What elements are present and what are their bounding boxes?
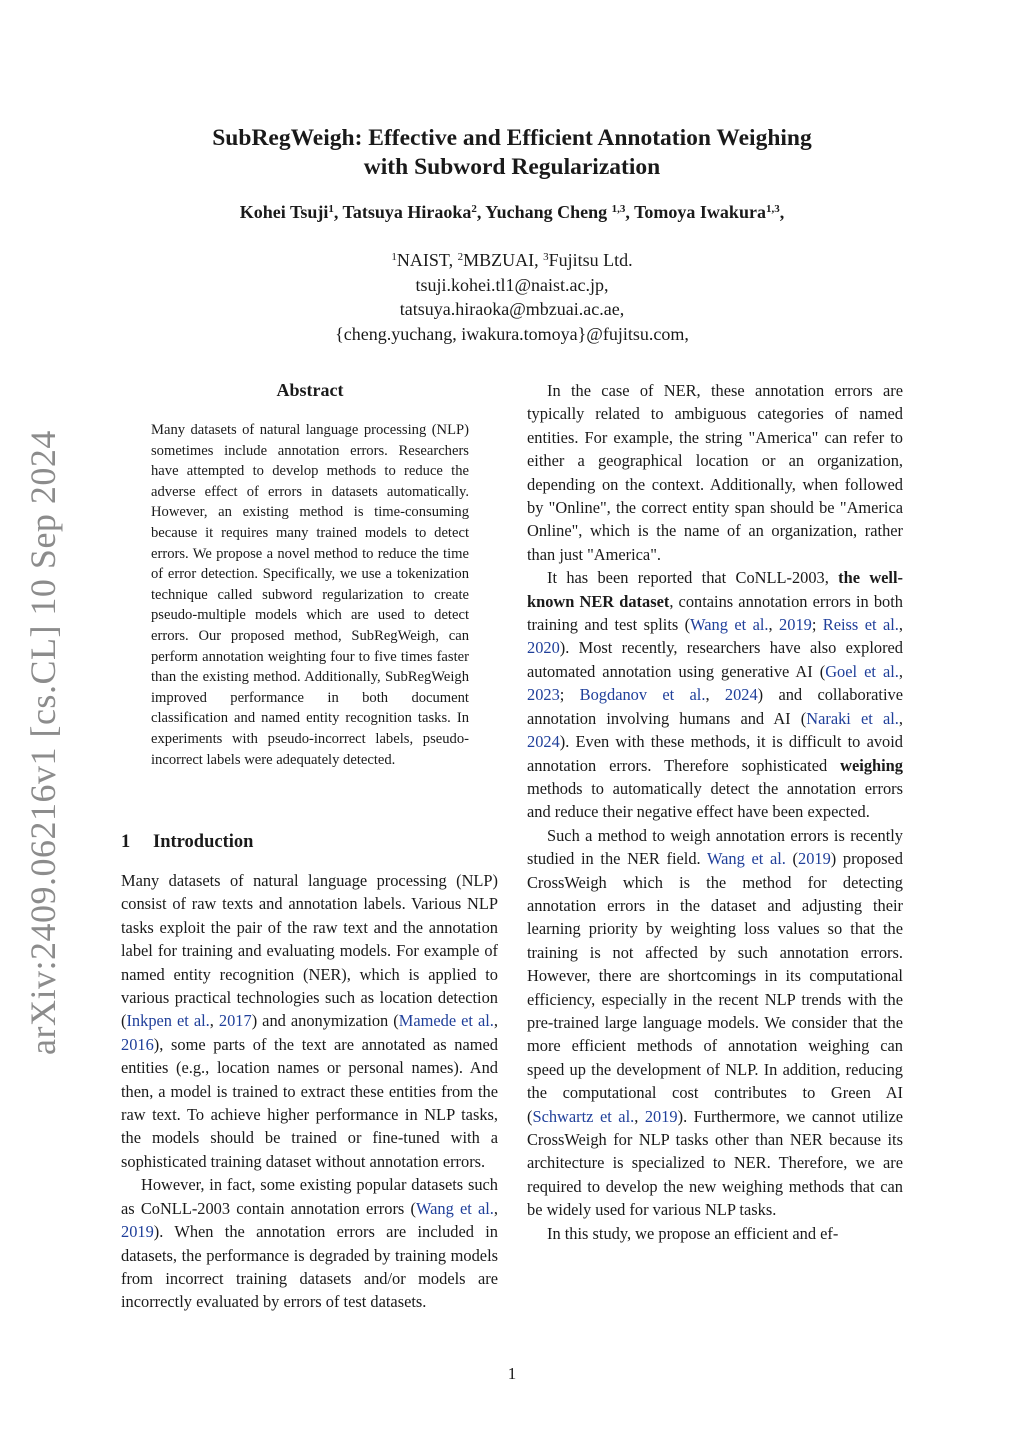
paragraph (121, 1173, 498, 1313)
email-line[interactable]: tsuji.kohei.tl1@naist.ac.jp, (415, 274, 609, 295)
citation-year-link[interactable]: 2023 (527, 685, 560, 705)
citation-year-link[interactable]: 2019 (121, 1222, 154, 1242)
citation-year-link[interactable]: 2024 (527, 732, 560, 752)
citation-link[interactable]: Mamede et al. (398, 1011, 494, 1031)
text-run: ) and collaborative annotation involving humans and AI ( (527, 685, 903, 728)
author-name: Tatsuya Hiraoka (342, 202, 472, 222)
text-run: , (634, 1106, 645, 1126)
citation-link[interactable]: Inkpen et al. (126, 1011, 210, 1031)
text-run: ; (811, 615, 823, 635)
text-run: ). Even with these methods, it is difficult to avoid annotation errors. Therefore sophisticated (527, 732, 903, 775)
citation-link[interactable]: Reiss et al. (822, 615, 899, 635)
text-run: , (493, 1011, 498, 1031)
author-affil-mark: 2 (471, 203, 477, 215)
citation-link[interactable]: Wang et al. (690, 615, 769, 635)
citation-link[interactable]: Goel et al. (825, 661, 899, 681)
author-separator: , (779, 202, 785, 222)
text-run: ). Furthermore, we cannot utilize CrossWeigh for NLP tasks other than NER because its architecture is specialized to NER. Therefore, we are required to develop the new weighing methods that can be widely used for various NLP tasks. (527, 1106, 903, 1220)
citation-year-link[interactable]: 2017 (218, 1011, 252, 1031)
title-line-2: with Subword Regularization (363, 154, 661, 180)
paragraph (527, 824, 903, 1222)
text-run: methods to automatically detect the annotation errors and reduce their negative effect have been expected. (527, 778, 903, 822)
affil-mark: 2 (457, 251, 464, 263)
author-name: Kohei Tsuji (239, 202, 329, 222)
author-name: Tomoya Iwakura (634, 202, 766, 222)
affil-mark: 3 (543, 251, 549, 263)
text-run: ) proposed CrossWeigh which is the method for detecting annotation errors in the dataset and adjusting their learning priority by weighting loss values so that the training is not affected by such annotation errors. However, there are shortcomings in its computational efficiency, especially in the recent NLP trends with the pre-trained large language models. We consider that the more efficient methods of annotation weighing can speed up the development of NLP. In addition, reducing the computational cost contributes to Green AI ( (527, 849, 903, 1126)
text-run: , (898, 708, 903, 728)
right-column (527, 379, 903, 1245)
text-run: , (898, 615, 903, 635)
text-run: ). Most recently, researchers have also explored automated annotation using generative AI ( (527, 638, 903, 681)
citation-link[interactable]: Naraki et al. (806, 708, 899, 728)
paragraph (121, 869, 498, 1173)
paragraph: In this study, we propose an efficient and ef- (547, 1223, 839, 1243)
bold-text: the well-known NER dataset (527, 568, 903, 611)
citation-link[interactable]: Bogdanov et al. (579, 685, 706, 705)
page-number: 1 (507, 1364, 517, 1383)
text-run: However, in fact, some existing popular datasets such as CoNLL-2003 contain annotation errors ( (121, 1175, 498, 1218)
text-run: ), some parts of the text are annotated as named entities (e.g., location names or personal names). And then, a model is trained to extract these entities from the raw text. To achieve higher performance in NLP tasks, the models should be trained or fine-tuned with a sophisticated training dataset without annotation errors. (121, 1034, 498, 1171)
author-list (120, 200, 904, 224)
paragraph (527, 566, 903, 823)
left-column (121, 869, 498, 1314)
citation-year-link[interactable]: 2020 (527, 638, 560, 658)
text-run: , (705, 685, 725, 705)
citation-link[interactable]: Schwartz et al. (532, 1106, 635, 1126)
author-separator: , (333, 202, 343, 222)
text-run: Many datasets of natural language processing (NLP) consist of raw texts and annotation labels. Various NLP tasks exploit the pair of the raw text and the annotation label for training and evaluating models. For example of named entity recognition (NER), which is applied to various practical technologies such as location detection ( (121, 871, 498, 1031)
author-name: Yuchang Cheng (485, 202, 612, 222)
citation-link[interactable]: Wang et al. (707, 849, 786, 869)
author-separator: , (625, 202, 635, 222)
author-separator: , (476, 202, 486, 222)
section-number: 1 (121, 832, 131, 852)
text-run: , (898, 661, 904, 681)
bold-text: weighing (840, 755, 903, 775)
citation-year-link[interactable]: 2016 (121, 1034, 154, 1054)
citation-year-link[interactable]: 2024 (724, 685, 758, 705)
citation-link[interactable]: Wang et al. (415, 1198, 494, 1218)
affiliations (200, 248, 824, 346)
abstract-text: Many datasets of natural language processing (NLP) sometimes include annotation errors. Researchers have attempted to develop methods to reduce the adverse effect of errors in datasets automatically. However, an existing method is time-consuming because it requires many trained models to detect errors. We propose a novel method to reduce the time of error detection. Specifically, we use a tokenization technique called subword regularization to create pseudo-multiple models which are used to detect errors. Our proposed method, SubRegWeigh, can perform annotation weighting four to five times faster than the existing method. Additionally, SubRegWeigh improved performance in both document classification and named entity recognition tasks. In experiments with pseudo-incorrect labels, pseudo-incorrect labels were adequately detected. (151, 422, 469, 768)
email-line[interactable]: {cheng.yuchang, iwakura.tomoya}@fujitsu.com, (335, 323, 689, 344)
title-line-1: SubRegWeigh: Effective and Efficient Annotation Weighing (212, 125, 812, 151)
affiliation-line (200, 248, 824, 273)
affiliation-mbzuai: MBZUAI, (463, 250, 544, 270)
paragraph: In the case of NER, these annotation errors are typically related to ambiguous categories of named entities. For example, the string "America" can refer to either a geographical location or an organization, depending on the context. Additionally, when followed by "Online", the correct entity span should be "America Online", which is the name of an organization, rather than just "America". (527, 381, 903, 564)
affil-mark: 1 (391, 251, 397, 263)
abstract-heading: Abstract (276, 380, 344, 400)
citation-year-link[interactable]: 2019 (644, 1106, 678, 1126)
text-run: It has been reported that CoNLL-2003, (547, 568, 839, 588)
citation-year-link[interactable]: 2019 (798, 849, 831, 869)
author-affil-mark: 1 (328, 203, 334, 215)
section-title: Introduction (153, 832, 254, 852)
text-run: ). When the annotation errors are included in datasets, the performance is degraded by training models from incorrect training datasets and/or models are incorrectly evaluated by errors of test datasets. (121, 1222, 498, 1312)
email-line[interactable]: tatsuya.hiraoka@mbzuai.ac.ae, (399, 299, 625, 319)
text-run: Such a method to weigh annotation errors is recently studied in the NER field. (527, 825, 903, 869)
text-run: , (493, 1198, 498, 1218)
arxiv-stamp: arXiv:2409.06216v1 [cs.CL] 10 Sep 2024 (23, 430, 63, 1055)
text-run: , (768, 615, 780, 635)
affiliation-naist: NAIST, (396, 250, 458, 270)
text-run: ) and anonymization ( (251, 1011, 399, 1031)
author-affil-mark: 1,3 (765, 203, 780, 215)
citation-year-link[interactable]: 2019 (779, 615, 812, 635)
paper-title (140, 124, 884, 182)
section-heading (121, 829, 501, 855)
author-affil-mark: 1,3 (611, 203, 626, 215)
text-run: , contains annotation errors in both training and test splits ( (527, 591, 903, 635)
text-run: ( (785, 849, 799, 869)
text-run: , (209, 1011, 219, 1031)
text-run: ; (559, 685, 580, 705)
affiliation-fujitsu: Fujitsu Ltd. (548, 250, 633, 270)
